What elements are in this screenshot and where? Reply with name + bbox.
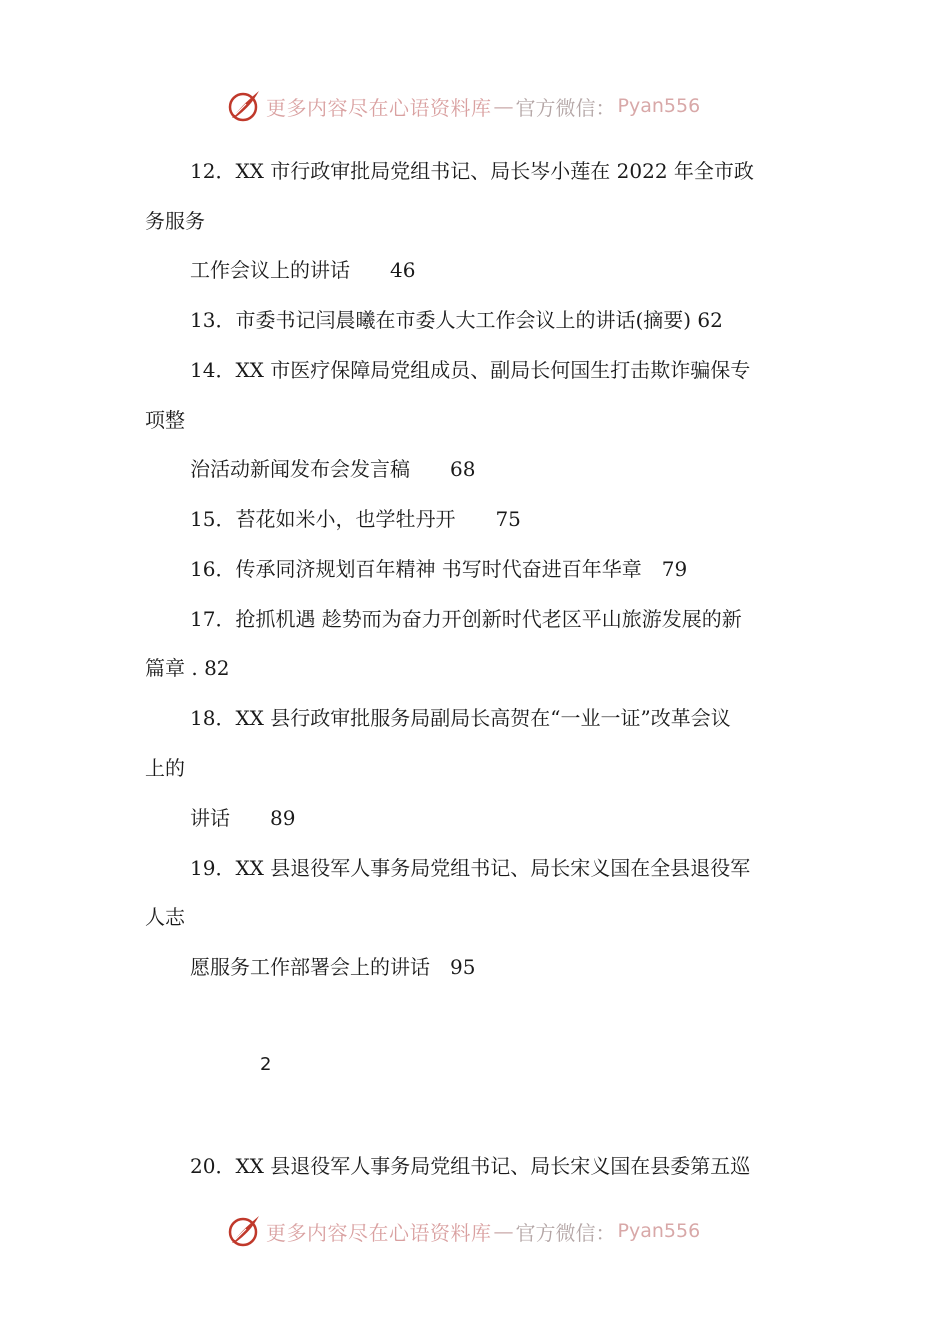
toc-line-15: 15．苔花如米小，也学牡丹开 75 bbox=[190, 507, 521, 531]
quill-logo-icon bbox=[226, 1213, 262, 1249]
toc-line-12a: 12．XX 市行政审批局党组书记、局长岑小莲在 2022 年全市政 bbox=[190, 159, 754, 183]
watermark-separator: — bbox=[493, 1219, 514, 1243]
toc-line-14a: 14．XX 市医疗保障局党组成员、副局长何国生打击欺诈骗保专 bbox=[190, 358, 751, 382]
toc-line-20a: 20．XX 县退役军人事务局党组书记、局长宋义国在县委第五巡 bbox=[190, 1154, 751, 1178]
page-number: 2 bbox=[260, 1054, 272, 1075]
toc-line-18c: 讲话 89 bbox=[190, 806, 296, 830]
toc-line-19a: 19．XX 县退役军人事务局党组书记、局长宋义国在全县退役军 bbox=[190, 856, 751, 880]
watermark-label: 官方微信： bbox=[515, 95, 616, 120]
toc-line-19c: 愿服务工作部署会上的讲话 95 bbox=[190, 955, 476, 979]
watermark-id: Pyan556 bbox=[617, 1220, 701, 1242]
toc-line-19b: 人志 bbox=[145, 905, 185, 929]
toc-line-17a: 17．抢抓机遇 趁势而为奋力开创新时代老区平山旅游发展的新 bbox=[190, 607, 742, 631]
watermark-header bbox=[226, 86, 700, 126]
watermark-label: 官方微信： bbox=[515, 1220, 616, 1245]
toc-line-13: 13．市委书记闫晨曦在市委人大工作会议上的讲话(摘要) 62 bbox=[190, 308, 723, 332]
watermark-text: 更多内容尽在心语资料库 bbox=[266, 1220, 492, 1245]
toc-line-17b: 篇章 . 82 bbox=[145, 656, 230, 680]
toc-line-16: 16．传承同济规划百年精神 书写时代奋进百年华章 79 bbox=[190, 557, 688, 581]
watermark-id: Pyan556 bbox=[617, 95, 701, 117]
toc-line-14c: 治活动新闻发布会发言稿 68 bbox=[190, 457, 476, 481]
toc-line-18a: 18．XX 县行政审批服务局副局长高贺在“一业一证”改革会议 bbox=[190, 706, 731, 730]
watermark-footer bbox=[226, 1211, 700, 1251]
toc-line-14b: 项整 bbox=[145, 408, 185, 432]
toc-line-12b: 务服务 bbox=[145, 209, 205, 233]
toc-line-18b: 上的 bbox=[145, 756, 185, 780]
toc-line-12c: 工作会议上的讲话 46 bbox=[190, 258, 416, 282]
quill-logo-icon bbox=[226, 88, 262, 124]
watermark-text: 更多内容尽在心语资料库 bbox=[266, 95, 492, 120]
watermark-separator: — bbox=[493, 94, 514, 118]
